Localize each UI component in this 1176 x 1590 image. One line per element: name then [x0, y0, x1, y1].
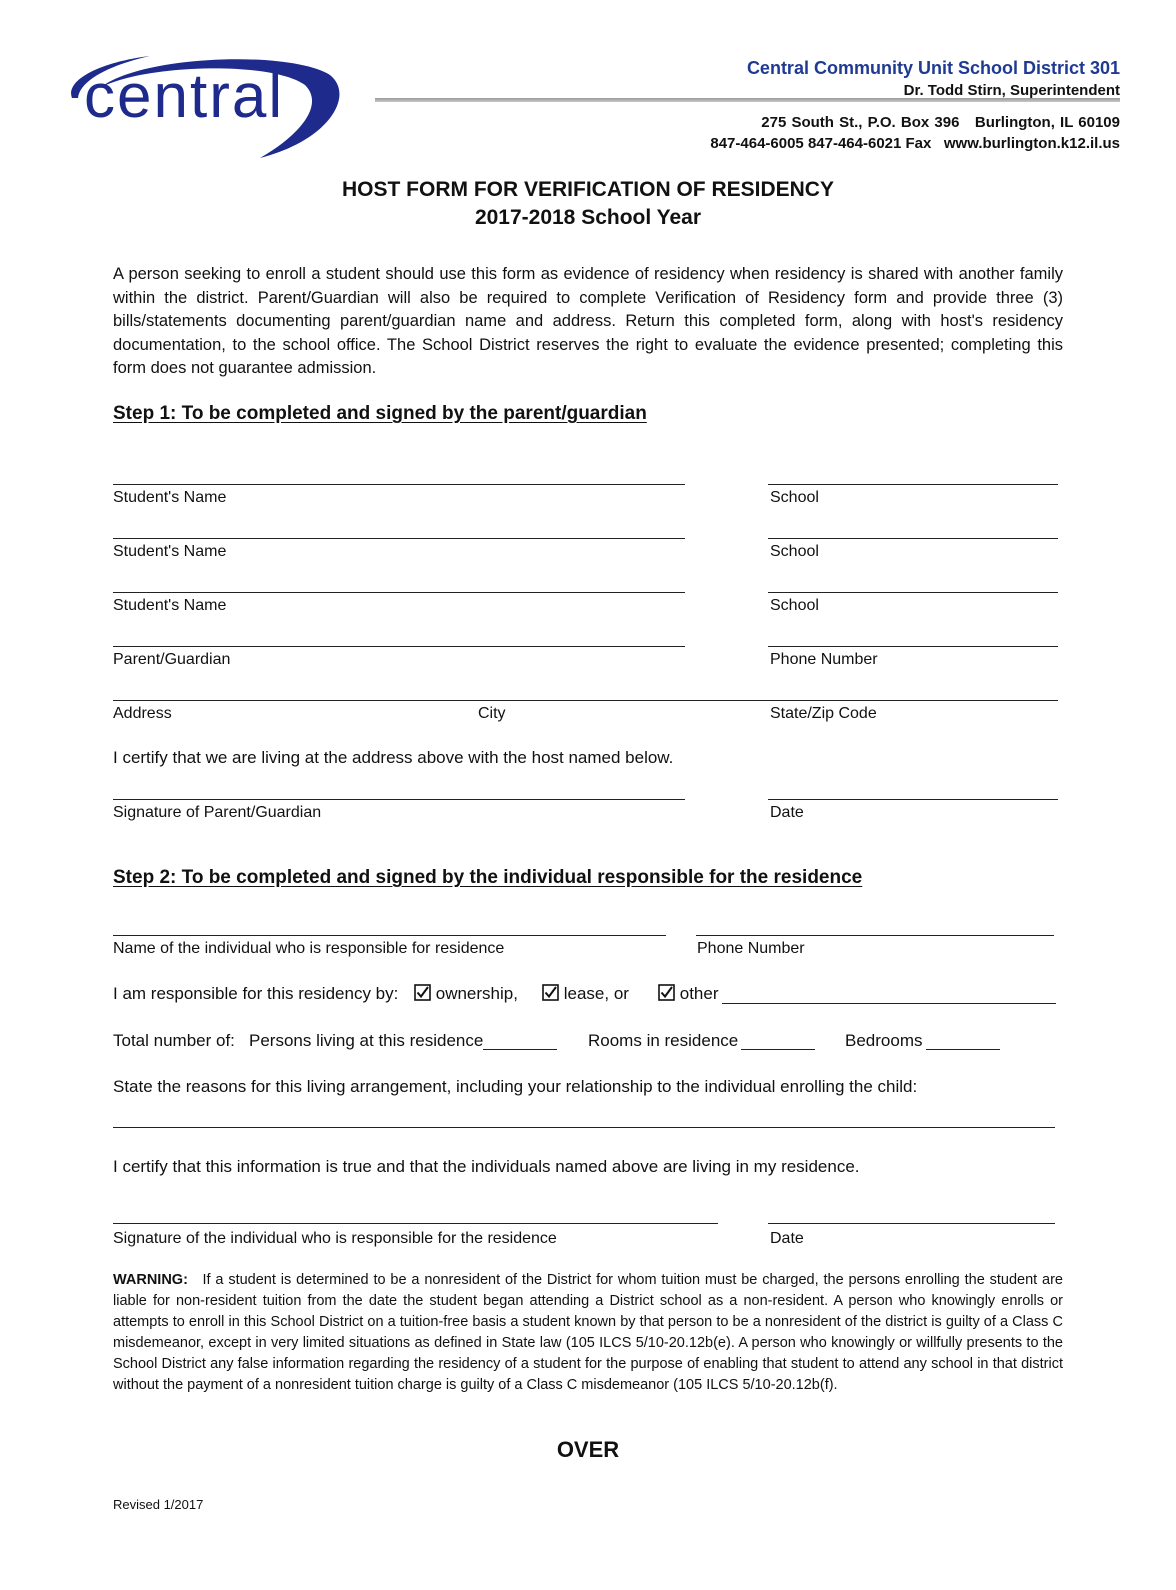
other-specify-line[interactable] [722, 1003, 1056, 1004]
host-signature-label: Signature of the individual who is responsible for the residence [113, 1230, 557, 1247]
host-date-label: Date [770, 1230, 804, 1247]
school-2-line[interactable] [768, 538, 1058, 539]
step2-heading: Step 2: To be completed and signed by the individual responsible for the residence [113, 867, 863, 888]
school-1-label: School [770, 489, 819, 506]
school-2-label: School [770, 543, 819, 560]
reasons-line[interactable] [113, 1127, 1055, 1128]
intro-paragraph: A person seeking to enroll a student should use this form as evidence of residency when residency is shared with another family within the district. Parent/Guardian will also be required to complete Verification of Residency form and provide three (3) bills/statements documenting parent/guardian name and address. Return this completed form, along with host's residency documentation, to the school office. The School District reserves the right to evaluate the evidence presented; completing this form does not guarantee admission. [113, 265, 1063, 377]
parent-date-line[interactable] [768, 799, 1058, 800]
school-year: 2017-2018 School Year [474, 206, 702, 229]
other-checkbox-icon[interactable] [658, 984, 675, 1001]
total-number-label: Total number of: [113, 1031, 235, 1050]
district-logo-text: central [84, 62, 285, 131]
student-name-2-label: Student's Name [113, 543, 227, 560]
host-name-line[interactable] [113, 935, 666, 936]
state-zip-label: State/Zip Code [770, 705, 877, 722]
student-name-2-line[interactable] [113, 538, 685, 539]
parent-guardian-line[interactable] [113, 646, 685, 647]
district-contact: 847-464-6005 847-464-6021 Fax www.burlington.k12.il.us [710, 135, 1120, 152]
warning-paragraph [113, 1270, 1063, 1396]
form-title: HOST FORM FOR VERIFICATION OF RESIDENCY [342, 178, 834, 201]
host-name-label: Name of the individual who is responsible for residence [113, 940, 505, 957]
bedrooms-count-line[interactable] [926, 1049, 1000, 1050]
student-name-3-line[interactable] [113, 592, 685, 593]
persons-label: Persons living at this residence [249, 1031, 484, 1050]
host-signature-line[interactable] [113, 1223, 718, 1224]
step2-certify-text: I certify that this information is true and that the individuals named above are living in my residence. [113, 1157, 860, 1176]
parent-signature-label: Signature of Parent/Guardian [113, 804, 322, 821]
step1-certify-text: I certify that we are living at the address above with the host named below. [113, 748, 674, 767]
district-address: 275 South St., P.O. Box 396 Burlington, IL 60109 [761, 114, 1120, 131]
parent-guardian-label: Parent/Guardian [113, 651, 231, 668]
host-date-line[interactable] [768, 1223, 1055, 1224]
parent-signature-line[interactable] [113, 799, 685, 800]
parent-date-label: Date [770, 804, 804, 821]
persons-count-line[interactable] [483, 1049, 557, 1050]
student-name-1-line[interactable] [113, 484, 685, 485]
superintendent: Dr. Todd Stirn, Superintendent [903, 82, 1120, 99]
revision-date: Revised 1/2017 [113, 1497, 204, 1512]
other-label: other [679, 984, 719, 1003]
student-name-1-label: Student's Name [113, 489, 227, 506]
lease-checkbox-icon[interactable] [542, 984, 559, 1001]
parent-phone-line[interactable] [768, 646, 1058, 647]
school-1-line[interactable] [768, 484, 1058, 485]
lease-option[interactable] [542, 984, 629, 1004]
host-phone-label: Phone Number [697, 940, 805, 957]
bedrooms-label: Bedrooms [845, 1031, 923, 1050]
reasons-label: State the reasons for this living arrangement, including your relationship to the individual enrolling the child: [113, 1077, 918, 1096]
student-name-3-label: Student's Name [113, 597, 227, 614]
school-3-label: School [770, 597, 819, 614]
host-phone-line[interactable] [696, 935, 1054, 936]
ownership-label: ownership, [435, 984, 518, 1003]
warning-text: If a student is determined to be a nonresident of the District for whom tuition must be charged, the persons enrolling the student are liable for non-resident tuition from the date the student began attending a District school as a non-resident. A person who knowingly enrolls or attempts to enroll in this School District on a tuition-free basis a student known by that person to be a nonresident of the district is guilty of a Class C misdemeanor, except in very limited situations as defined in State law (105 ILCS 5/10-20.12b(e). A person who knowingly or willfully presents to the School District any false information regarding the residency of a student for the purpose of enabling that student to attend any school in that district without the payment of a nonresident tuition charge is guilty of a Class C misdemeanor (105 ILCS 5/10-20.12b(f). [113, 1272, 1063, 1393]
responsible-by-text: I am responsible for this residency by: [113, 984, 399, 1003]
step1-heading: Step 1: To be completed and signed by the parent/guardian [113, 403, 647, 424]
school-3-line[interactable] [768, 592, 1058, 593]
lease-label: lease, or [563, 984, 629, 1003]
parent-phone-label: Phone Number [770, 651, 878, 668]
rooms-count-line[interactable] [741, 1049, 815, 1050]
address-line[interactable] [113, 700, 1058, 701]
ownership-checkbox-icon[interactable] [414, 984, 431, 1001]
district-name: Central Community Unit School District 301 [746, 58, 1120, 78]
address-label: Address [113, 705, 172, 722]
over-indicator: OVER [556, 1437, 620, 1462]
warning-label: WARNING: [113, 1272, 188, 1288]
rooms-label: Rooms in residence [588, 1031, 739, 1050]
ownership-option[interactable] [414, 984, 518, 1004]
other-option[interactable] [658, 984, 718, 1004]
city-label: City [478, 705, 506, 722]
